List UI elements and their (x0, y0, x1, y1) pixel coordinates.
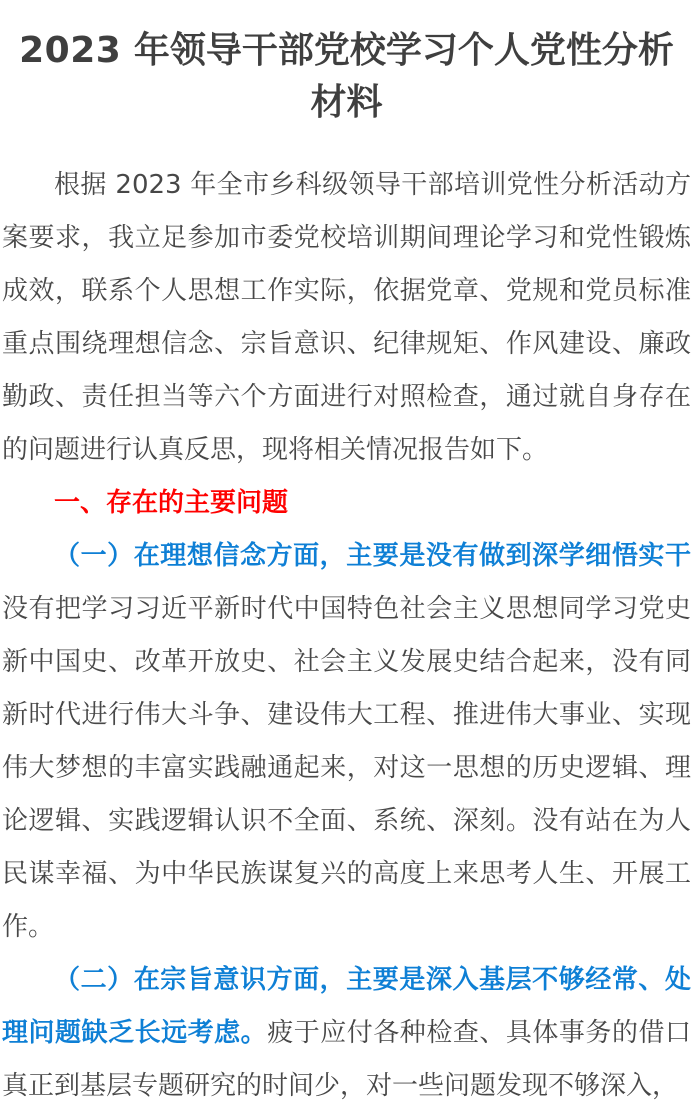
paragraph-service-awareness-lead: （二）在宗旨意识方面，主要是深入基层不够经常、处理问题缺乏长远考虑。 (2, 965, 691, 1048)
paragraph-service-awareness-body: 疲于应付各种检查、具体事务的借口真正到基层专题研究的时间少，对一些问题发现不够深入， (2, 1018, 691, 1101)
paragraph-ideals-beliefs-body: 没有把学习习近平新时代中国特色社会主义思想同学习党史新中国史、改革开放史、社会主义发展史结合起来，没有同新时代进行伟大斗争、建设伟大工程、推进伟大事业、实现伟大梦想的丰富实践融通起来，对这一思想的历史逻辑、理论逻辑、实践逻辑认识不全面、系统、深刻。没有站在为人民谋幸福、为中华民族谋复兴的高度上来思考人生、开展工作。 (2, 594, 691, 942)
document-title (2, 25, 691, 129)
section-heading-main-problems: 一、存在的主要问题 (54, 488, 289, 518)
title-year: 2023 (19, 30, 122, 71)
paragraph-service-awareness (2, 954, 691, 1113)
paragraph-ideals-beliefs (2, 530, 691, 954)
paragraph-ideals-beliefs-lead: （一）在理想信念方面，主要是没有做到深学细悟实干 (54, 541, 691, 571)
intro-paragraph: 根据 2023 年全市乡科级领导干部培训党性分析活动方案要求，我立足参加市委党校培训期间理论学习和党性锻炼成效，联系个人思想工作实际，依据党章、党规和党员标准重点围绕理想信念、宗旨意识、纪律规矩、作风建设、廉政勤政、责任担当等六个方面进行对照检查，通过就自身存在的问题进行认真反思，现将相关情况报告如下。 (2, 170, 691, 465)
title-text: 年领导干部党校学习个人党性分析材料 (121, 30, 674, 123)
